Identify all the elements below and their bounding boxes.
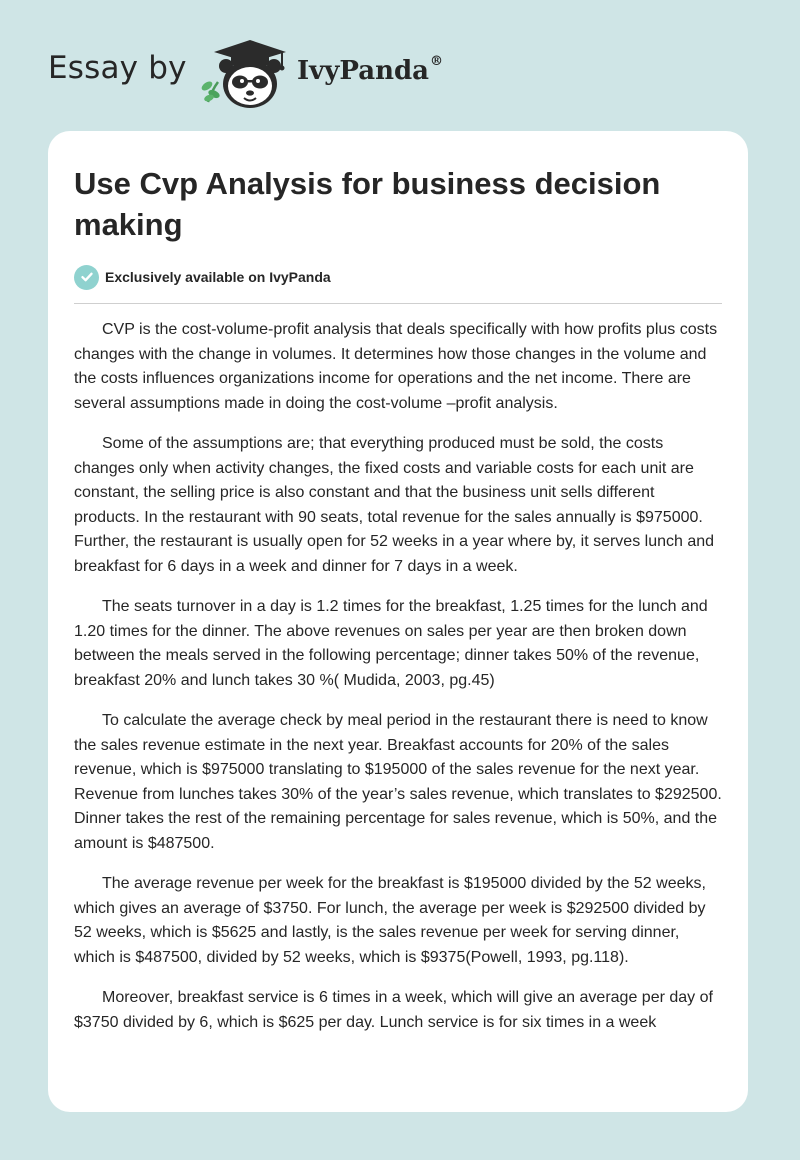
paragraph: CVP is the cost-volume-profit analysis that deals specifically with how profits plus costs changes with the change in volumes. It determines how those changes in the volume and the costs influences organizations income for operations and the net income. There are several assumptions made in doing the cost-volume –profit analysis.: [74, 321, 718, 412]
paragraph: The seats turnover in a day is 1.2 times for the breakfast, 1.25 times for the lunch and 1.20 times for the dinner. The above revenues on sales per year are then broken down between the meals served in the following percentage; dinner takes 50% of the revenue, breakfast 20% and lunch takes 30 %( Mudida, 2003, pg.45): [74, 598, 708, 689]
badge-label: Exclusively available on IvyPanda: [105, 269, 331, 285]
divider: [74, 303, 722, 304]
ivypanda-logo-icon[interactable]: [198, 36, 294, 110]
essay-by-label: Essay by: [48, 50, 187, 86]
essay-card: [48, 131, 748, 1112]
paragraph: The average revenue per week for the breakfast is $195000 divided by the 52 weeks, which gives an average of $3750. For lunch, the average per week is $292500 divided by 52 weeks, which is $5625 and lastly, is the sales revenue per week for serving dinner, which is $487500, divided by 52 weeks, which is $9375(Powell, 1993, pg.118).: [74, 875, 706, 966]
brand-label: IvyPanda: [297, 56, 430, 86]
paragraph: Some of the assumptions are; that everything produced must be sold, the costs changes only when activity changes, the fixed costs and variable costs for each unit are constant, the selling price is also constant and that the business unit sells different products. In the restaurant with 90 seats, total revenue for the sales annually is $975000. Further, the restaurant is usually open for 52 weeks in a year where by, it serves lunch and breakfast for 6 days in a week and dinner for 7 days in a week.: [74, 435, 715, 575]
paragraph: To calculate the average check by meal period in the restaurant there is need to know the sales revenue estimate in the next year. Breakfast accounts for 20% of the sales revenue, which is $975000 translating to $195000 of the sales revenue for the next year. Revenue from lunches takes 30% of the year’s sales revenue, which translates to $292500. Dinner takes the rest of the remaining percentage for sales revenue, which is 50%, and the amount is $487500.: [74, 712, 722, 852]
check-icon: [74, 265, 99, 290]
trademark-symbol: ®: [430, 54, 444, 70]
brand-name[interactable]: [297, 56, 443, 86]
leaf-icon: [200, 80, 221, 103]
exclusive-badge: [74, 264, 331, 290]
paragraph: Moreover, breakfast service is 6 times in a week, which will give an average per day of $3750 divided by 6, which is $625 per day. Lunch service is for six times in a week: [74, 989, 713, 1031]
essay-body: [74, 318, 724, 1051]
site-header: [0, 0, 800, 130]
page-title: Use Cvp Analysis for business decision making: [74, 166, 661, 242]
